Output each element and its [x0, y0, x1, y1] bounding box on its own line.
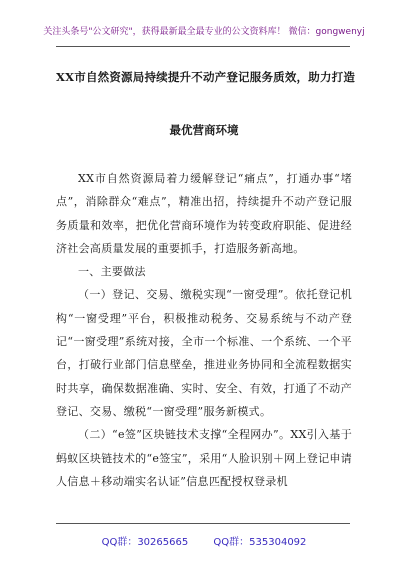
- document-body: [56, 167, 352, 493]
- paragraph-one-window: （一）登记、交易、缴税实现“一窗受理”。依托登记机构“一窗受理”平台，积极推动税务、交易系统与不动产登记“一窗受理”系统对接，全市一个标准、一个系统、一个平台，打破行业部门信息壁垒，推进业务协同和全流程数据实时共享，确保数据准确、实时、安全、有效，打通了不动产登记、交易、缴税“一窗受理”服务新模式。: [56, 288, 352, 418]
- footer-contact: [0, 533, 408, 548]
- footer-qq-group-1: QQ群：30265665: [101, 537, 189, 548]
- paragraph-e-sign: （二）“e签”区块链技术支撑“全程网办”。XX引入基于蚂蚁区块链技术的“e签宝”，采用“人脸识别＋网上登记申请人信息＋移动端实名认证”信息匹配授权登录机: [56, 428, 352, 488]
- header-divider: [56, 46, 350, 47]
- footer-divider: [56, 523, 350, 524]
- document-title-line-2: 最优营商环境: [169, 123, 239, 137]
- header-banner: 关注头条号"公文研究"，获得最新最全最专业的公文资料库！ 微信：gongwenyj: [43, 27, 365, 37]
- document-title-line-1: XX市自然资源局持续提升不动产登记服务质效，助力打造: [56, 70, 356, 84]
- paragraph-intro: XX市自然资源局着力缓解登记“痛点”，打通办事“堵点”，消除群众“难点”，精准出招，持续提升不动产登记服务质量和效率，把优化营商环境作为转变政府职能、促进经济社会高质量发展的重要抓手，打造服务新高地。: [56, 172, 352, 255]
- section-heading-main-practices: 一、主要做法: [78, 265, 146, 279]
- footer-qq-group-2: QQ群：535304092: [213, 537, 307, 548]
